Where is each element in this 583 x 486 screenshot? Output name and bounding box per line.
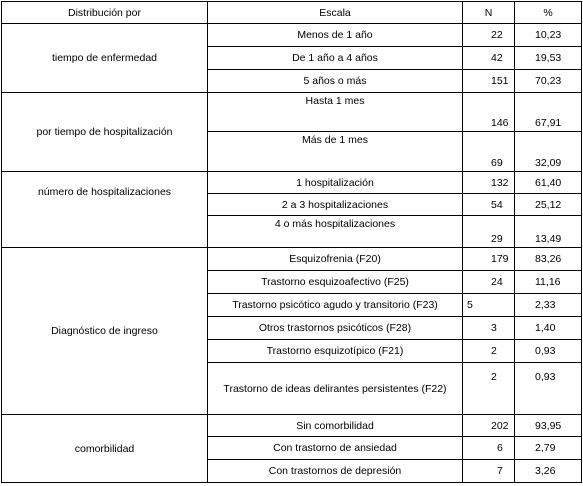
escala-cell: Trastorno esquizotípico (F21)	[208, 340, 463, 363]
header-n: N	[463, 2, 515, 24]
pct-cell: 10,23	[515, 24, 582, 47]
escala-cell: Trastorno de ideas delirantes persistentes (F22)	[208, 363, 463, 415]
escala-cell: Otros trastornos psicóticos (F28)	[208, 317, 463, 340]
header-escala: Escala	[208, 2, 463, 24]
n-cell: 24	[463, 271, 515, 294]
pct-cell: 1,40	[515, 317, 582, 340]
group-label-comorbilidad: comorbilidad	[2, 415, 208, 483]
n-cell: 7	[463, 460, 515, 483]
table-row	[2, 415, 582, 437]
table-row	[2, 93, 582, 132]
table-row	[2, 248, 582, 271]
n-cell: 69	[463, 132, 515, 172]
pct-cell: 32,09	[515, 132, 582, 172]
group-label-tiempo-enfermedad: tiempo de enfermedad	[2, 24, 208, 93]
pct-cell: 2,79	[515, 437, 582, 460]
group-label-diagnostico: Diagnóstico de ingreso	[2, 248, 208, 415]
header-distribucion: Distribución por	[2, 2, 208, 24]
pct-cell: 19,53	[515, 47, 582, 70]
n-cell: 6	[463, 437, 515, 460]
escala-cell: Con trastorno de ansiedad	[208, 437, 463, 460]
n-cell: 202	[463, 415, 515, 437]
escala-cell: Esquizofrenia (F20)	[208, 248, 463, 271]
n-cell: 179	[463, 248, 515, 271]
escala-cell: 1 hospitalización	[208, 172, 463, 194]
escala-cell: Menos de 1 año	[208, 24, 463, 47]
pct-cell: 0,93	[515, 363, 582, 415]
pct-cell: 13,49	[515, 216, 582, 248]
distribution-table	[1, 1, 582, 483]
escala-cell: 2 a 3 hospitalizaciones	[208, 194, 463, 216]
n-cell: 3	[463, 317, 515, 340]
n-cell: 132	[463, 172, 515, 194]
escala-cell: De 1 año a 4 años	[208, 47, 463, 70]
escala-cell: Más de 1 mes	[208, 132, 463, 172]
table-row	[2, 172, 582, 194]
pct-cell: 70,23	[515, 70, 582, 93]
escala-cell: Con trastornos de depresión	[208, 460, 463, 483]
n-cell: 146	[463, 93, 515, 132]
pct-cell: 83,26	[515, 248, 582, 271]
pct-cell: 67,91	[515, 93, 582, 132]
escala-cell: Trastorno psicótico agudo y transitorio (F23)	[208, 294, 463, 317]
n-cell: 22	[463, 24, 515, 47]
escala-cell: 5 años o más	[208, 70, 463, 93]
pct-cell: 61,40	[515, 172, 582, 194]
header-row	[2, 2, 582, 24]
pct-cell: 25,12	[515, 194, 582, 216]
escala-cell: Trastorno esquizoafectivo (F25)	[208, 271, 463, 294]
pct-cell: 2,33	[515, 294, 582, 317]
n-cell: 151	[463, 70, 515, 93]
escala-cell: 4 o más hospitalizaciones	[208, 216, 463, 248]
group-label-numero-hospitalizaciones: número de hospitalizaciones	[2, 172, 208, 248]
pct-cell: 93,95	[515, 415, 582, 437]
header-pct: %	[515, 2, 582, 24]
escala-cell: Hasta 1 mes	[208, 93, 463, 132]
pct-cell: 11,16	[515, 271, 582, 294]
n-cell: 54	[463, 194, 515, 216]
table-row	[2, 24, 582, 47]
n-cell: 2	[463, 340, 515, 363]
n-cell: 5	[463, 294, 515, 317]
pct-cell: 0,93	[515, 340, 582, 363]
escala-cell: Sin comorbilidad	[208, 415, 463, 437]
pct-cell: 3,26	[515, 460, 582, 483]
n-cell: 2	[463, 363, 515, 415]
n-cell: 29	[463, 216, 515, 248]
n-cell: 42	[463, 47, 515, 70]
group-label-tiempo-hospitalizacion: por tiempo de hospitalización	[2, 93, 208, 172]
